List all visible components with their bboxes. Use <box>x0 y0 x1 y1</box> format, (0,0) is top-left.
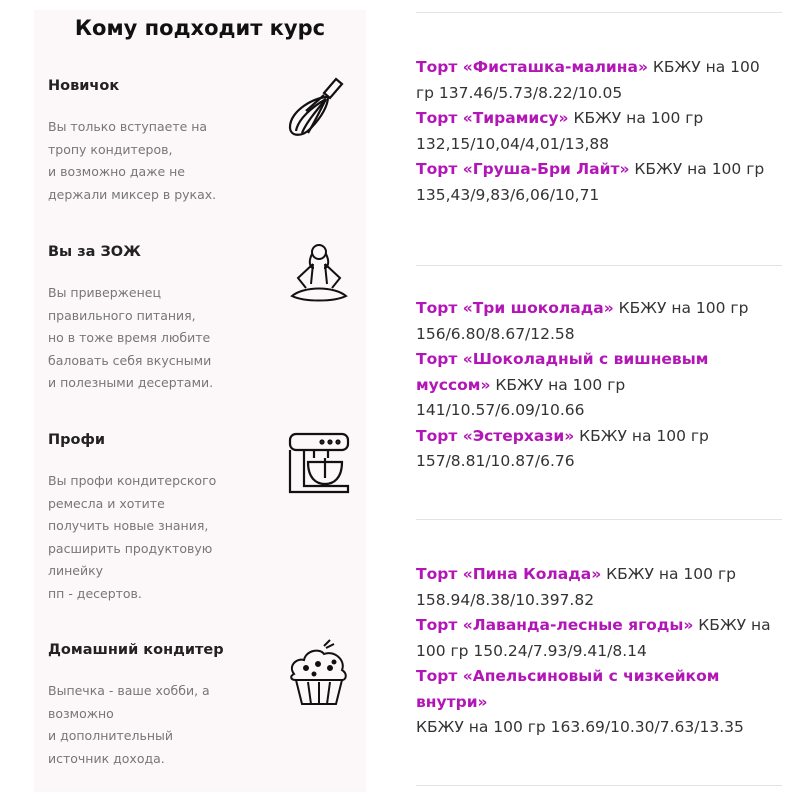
audience-item <box>48 78 288 206</box>
cake-item: Торт «Тирамису» КБЖУ на 100 гр 132,15/10,04/4,01/13,88 <box>416 109 704 153</box>
cake-item: Торт «Эстерхази» КБЖУ на 100 гр 157/8.81/10.87/6.76 <box>416 426 709 470</box>
audience-title: Новичок <box>48 78 120 94</box>
divider <box>416 519 782 520</box>
audience-item <box>48 642 288 770</box>
cake-item: Торт «Груша-Бри Лайт» КБЖУ на 100 гр 135,43/9,83/6,06/10,71 <box>416 160 765 204</box>
yoga-icon <box>284 240 354 310</box>
divider <box>416 785 782 786</box>
audience-desc: Выпечка - ваше хобби, а возможно и дополнительный источник дохода. <box>48 683 210 766</box>
audience-title: Домашний кондитер <box>48 642 224 658</box>
whisk-icon <box>284 75 354 145</box>
cake-group <box>416 296 782 475</box>
cake-item: Торт «Апельсиновый с чизкейком внутри» КБЖУ на 100 гр 163.69/10.30/7.63/13.35 <box>416 667 744 736</box>
cake-group <box>416 562 782 741</box>
audience-desc: Вы профи кондитерского ремесла и хотите получить новые знания, расширить продуктовую линейку пп - десертов. <box>48 473 217 601</box>
audience-desc: Вы только вступаете на тропу кондитеров, и возможно даже не держали миксер в руках. <box>48 119 217 202</box>
cake-item: Торт «Пина Колада» КБЖУ на 100 гр 158.94/8.38/10.397.82 <box>416 565 736 609</box>
cake-group <box>416 55 782 208</box>
cupcake-icon <box>284 638 354 708</box>
audience-title: Профи <box>48 432 106 448</box>
cake-item: Торт «Шоколадный с вишневым муссом» КБЖУ на 100 гр 141/10.57/6.09/10.66 <box>416 350 709 419</box>
cake-item: Торт «Фисташка-малина» КБЖУ на 100 гр 137.46/5.73/8.22/10.05 <box>416 58 760 102</box>
audience-title: Вы за ЗОЖ <box>48 244 141 260</box>
audience-panel <box>34 10 366 792</box>
cake-item: Торт «Три шоколада» КБЖУ на 100 гр 156/6.80/8.67/12.58 <box>416 299 749 343</box>
divider <box>416 12 782 13</box>
divider <box>416 265 782 266</box>
section-title: Кому подходит курс <box>74 16 326 40</box>
cake-item: Торт «Лаванда-лесные ягоды» КБЖУ на 100 гр 150.24/7.93/9.41/8.14 <box>416 616 771 660</box>
audience-desc: Вы приверженец правильного питания, но в тоже время любите баловать себя вкусными и полезными десертами. <box>48 285 214 390</box>
stand-mixer-icon <box>284 428 354 498</box>
audience-item <box>48 432 288 605</box>
audience-item <box>48 244 288 395</box>
